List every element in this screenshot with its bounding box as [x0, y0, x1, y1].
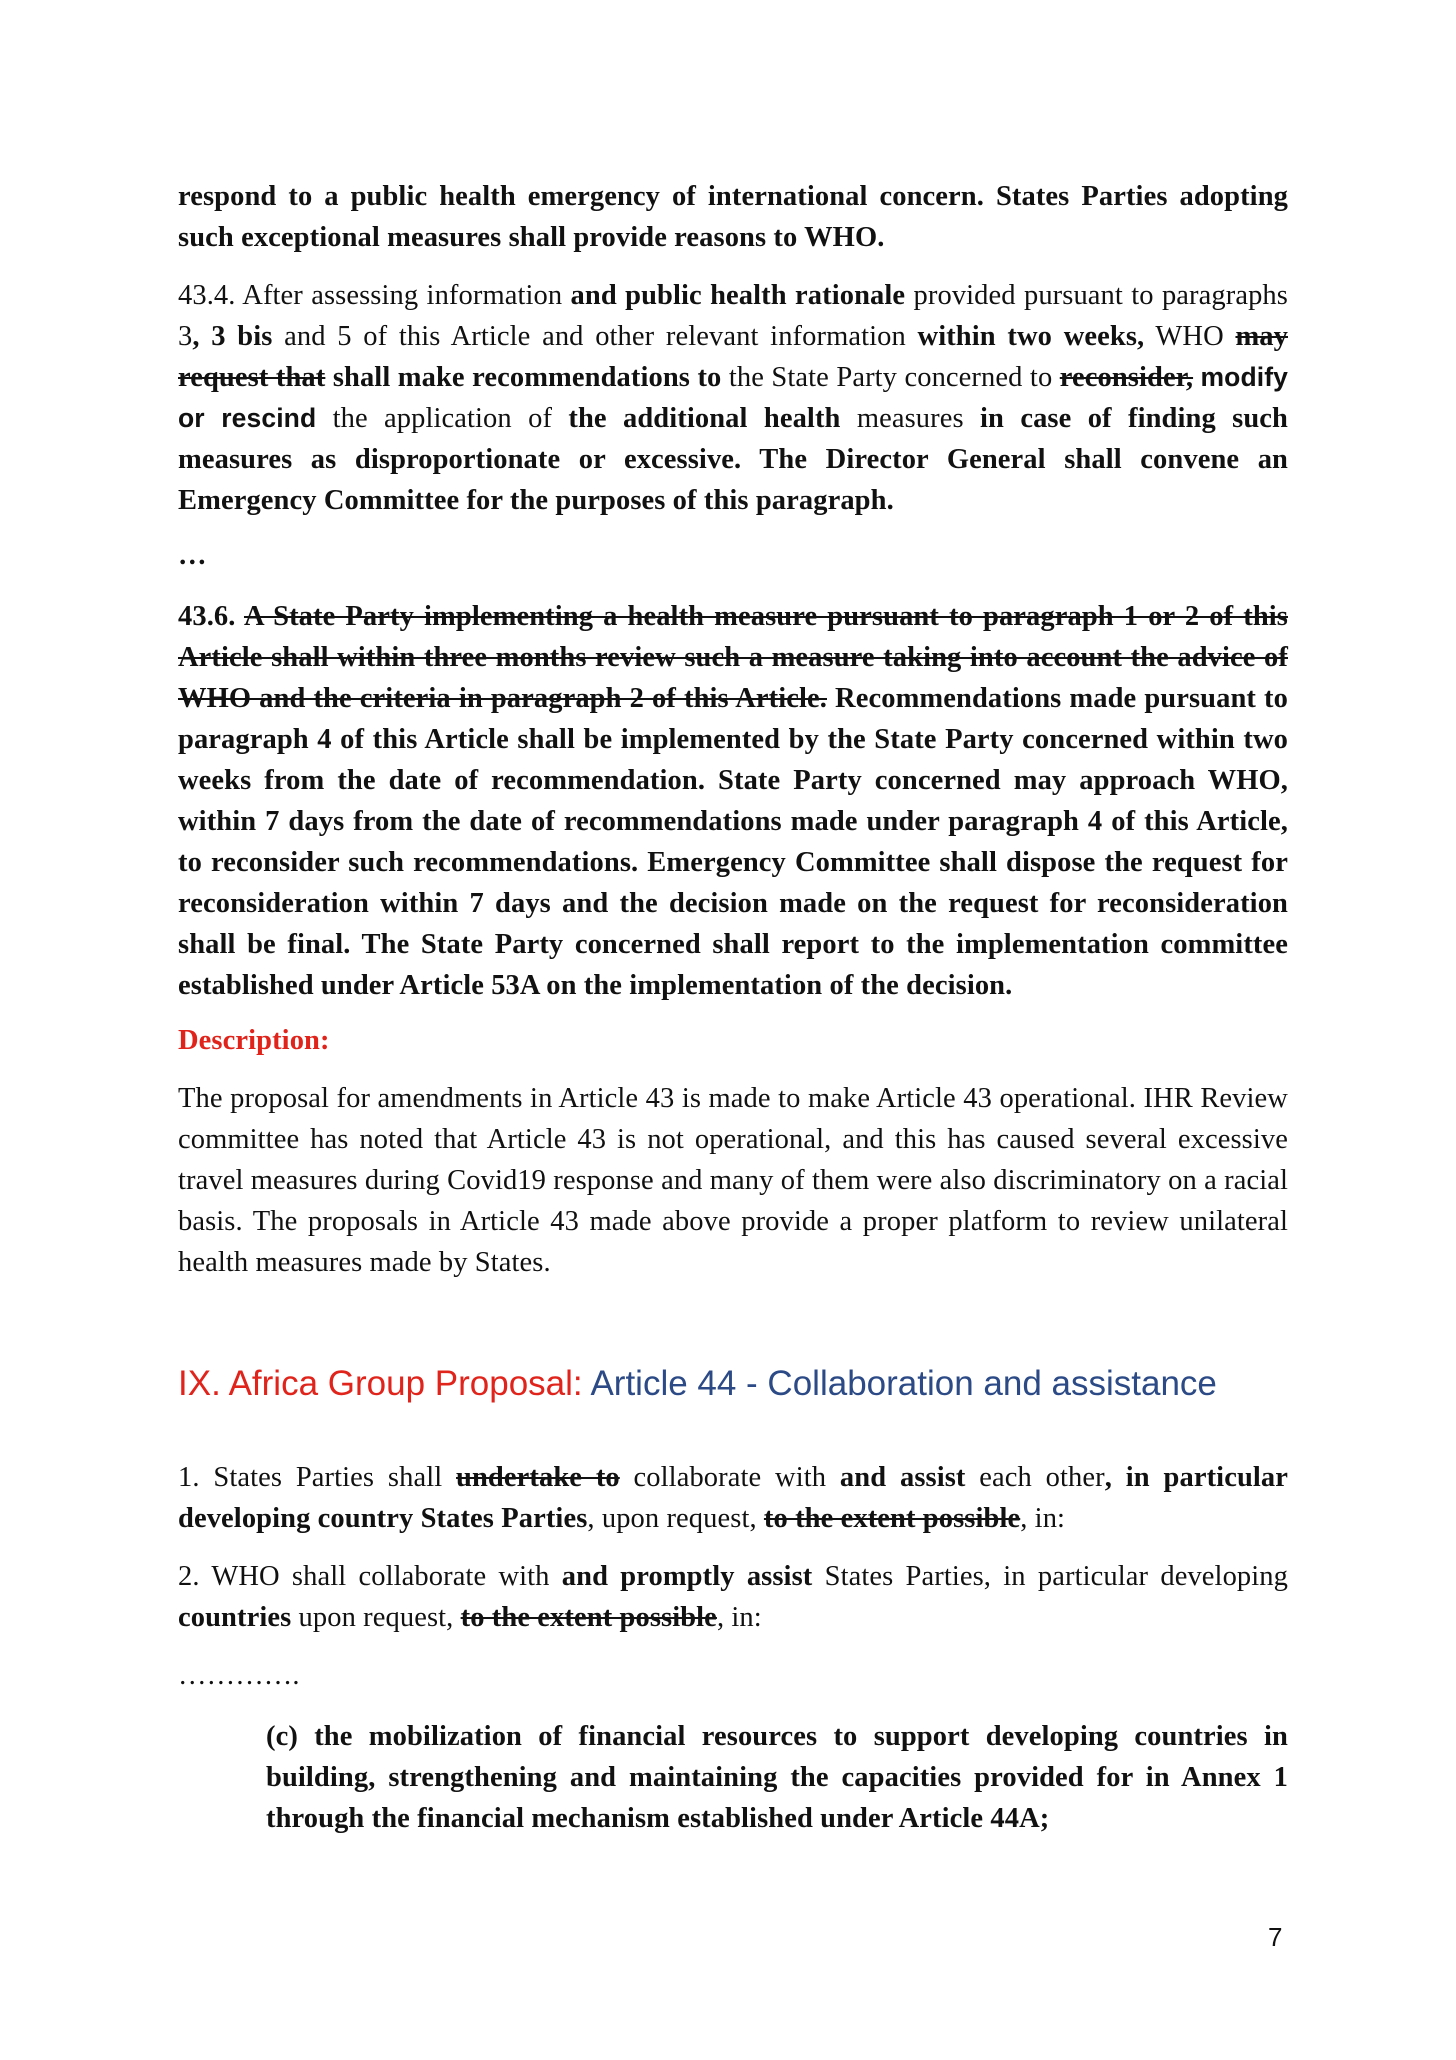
p43-4-deleted-may-request: may request that: [178, 321, 1288, 393]
p44-1-seg9: , in:: [1020, 1503, 1066, 1534]
ellipsis-line: [178, 535, 1288, 576]
p43-4-seg17: measures: [840, 403, 981, 434]
p43-4-seg6: within two weeks,: [917, 321, 1145, 352]
section-heading-prefix: IX. Africa Group Proposal:: [178, 1364, 591, 1403]
p43-4-seg1: 43.4. After assessing information: [178, 280, 571, 311]
p43-4-seg11: the State Party concerned to: [721, 362, 1060, 393]
p44-1-seg7: , upon request,: [587, 1503, 764, 1534]
p44-2-seg1: 2. WHO shall collaborate with: [178, 1561, 562, 1592]
p44-1-seg3: collaborate with: [619, 1462, 840, 1493]
paragraph-43-6: [178, 596, 1288, 1006]
p43-4-seg7: WHO: [1144, 321, 1236, 352]
p44-2-seg4: countries: [178, 1602, 292, 1633]
p43-4-seg5: and 5 of this Article and other relevant information: [272, 321, 918, 352]
p44-2-seg7: , in:: [716, 1602, 762, 1633]
p44-1-deleted-extent: to the extent possible: [763, 1503, 1021, 1534]
section-heading: [178, 1362, 1288, 1406]
paragraph-intro: [178, 176, 1288, 258]
p43-4-deleted-reconsider: reconsider,: [1059, 362, 1194, 393]
p44-2-deleted-extent: to the extent possible: [460, 1602, 717, 1633]
page-number: 7: [1268, 1922, 1283, 1952]
p44-1-seg1: 1. States Parties shall: [178, 1462, 457, 1493]
p43-4-seg13: [1193, 362, 1200, 393]
paragraph-44-2: [178, 1556, 1288, 1638]
p44-1-seg6: , in particular developing country States Parties: [178, 1462, 1289, 1534]
paragraph-44-c: [266, 1716, 1288, 1839]
document-page: [178, 176, 1288, 1839]
p44-2-seg3: States Parties, in particular developing: [812, 1561, 1288, 1592]
p44-1-deleted-undertake: undertake to: [456, 1462, 620, 1493]
p43-6-added-text: Recommendations made pursuant to paragraph 4 of this Article shall be implemented by the State Party concerned within two weeks from the date of recommendation. State Party concerned may approach WHO, within 7 days from the date of recommendations made under paragraph 4 of this Article, to reconsider such recommendations. Emergency Committee shall dispose the request for reconsideration within 7 days and the decision made on the request for reconsideration shall be final. The State Party concerned shall report to the implementation committee established under Article 53A on the implementation of the decision.: [178, 683, 1288, 1001]
p43-4-seg14: modify or rescind: [178, 362, 1288, 433]
p43-4-seg3: provided pursuant to paragraphs 3: [178, 280, 1288, 352]
p43-4-seg16: the additional health: [568, 403, 841, 434]
p43-4-seg4: , 3 bis: [192, 321, 273, 352]
p44-2-seg2: and promptly assist: [561, 1561, 813, 1592]
dots-line: ………….: [178, 1660, 300, 1691]
p43-4-seg9: [325, 362, 332, 393]
p43-4-seg15: the application of: [316, 403, 569, 434]
p44-2-seg5: upon request,: [291, 1602, 461, 1633]
p43-4-seg10: shall make recommendations to: [332, 362, 722, 393]
p44-1-seg4: and assist: [839, 1462, 966, 1493]
paragraph-43-4: [178, 275, 1288, 521]
intro-bold-text: respond to a public health emergency of international concern. States Parties adopting such exceptional measures shall provide reasons to WHO.: [178, 181, 1288, 253]
paragraph-44-1: [178, 1457, 1288, 1539]
description-heading: Description:: [178, 1025, 330, 1056]
description-text: The proposal for amendments in Article 43 is made to make Article 43 operational. IHR Review committee has noted that Article 43 is not operational, and this has caused several excessive travel measures during Covid19 response and many of them were also discriminatory on a racial basis. The proposals in Article 43 made above provide a proper platform to review unilateral health measures made by States.: [178, 1083, 1288, 1278]
p43-6-deleted-text: A State Party implementing a health measure pursuant to paragraph 1 or 2 of this Article shall within three months review such a measure taking into account the advice of WHO and the criteria in paragraph 2 of this Article.: [178, 601, 1288, 714]
p43-4-seg2: and public health rationale: [570, 280, 906, 311]
p44-1-seg5: each other: [965, 1462, 1105, 1493]
p44-c-text: (c) the mobilization of financial resources to support developing countries in building, strengthening and maintaining the capacities provided for in Annex 1 through the financial mechanism established under Article 44A;: [266, 1721, 1288, 1834]
p43-4-seg18: in case of finding such measures as disproportionate or excessive. The Director General shall convene an Emergency Committee for the purposes of this paragraph.: [178, 403, 1288, 516]
p43-6-number: 43.6.: [178, 601, 244, 632]
section-heading-title: Article 44 - Collaboration and assistance: [590, 1364, 1217, 1403]
ellipsis-text: …: [178, 540, 207, 571]
